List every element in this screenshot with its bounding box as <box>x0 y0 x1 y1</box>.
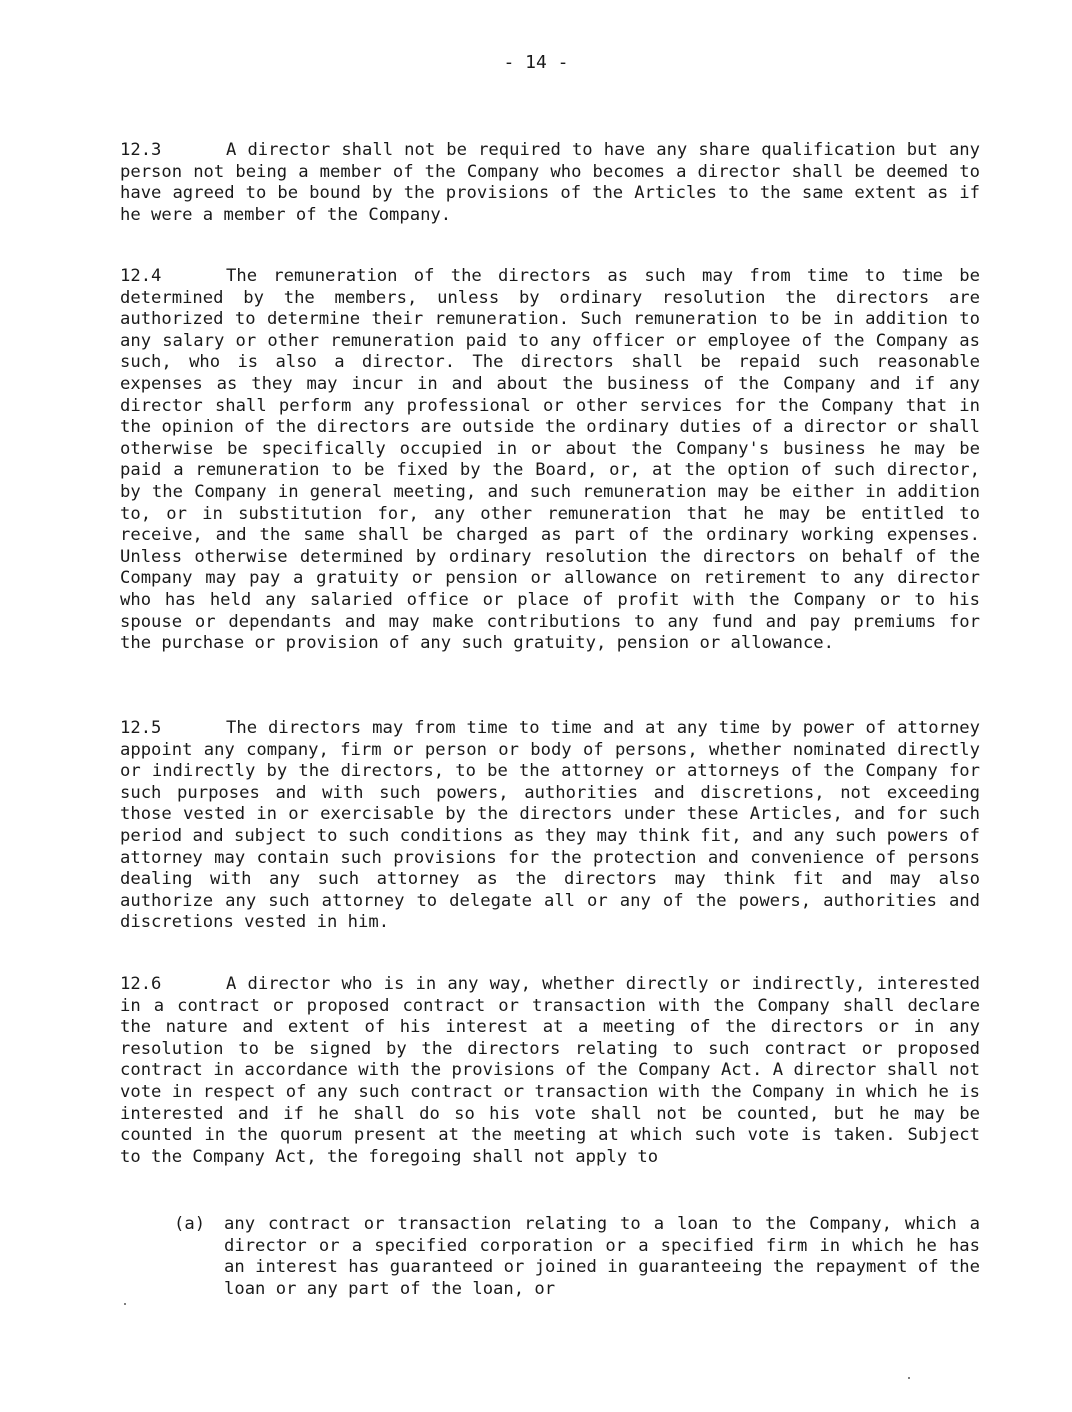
clause-number: 12.4 <box>120 266 162 286</box>
clause-number: 12.3 <box>120 140 162 160</box>
clause-number: 12.6 <box>120 974 162 994</box>
clause-text: The directors may from time to time and at any time by power of attorney appoint any company, firm or person or body of persons, whether nominated directly or indirectly by the directors, to be the attorney or attorneys of the Company for such purposes and with such powers, authorities and discretions, not exceeding those vested in or exercisable by the directors under these Articles, and for such period and subject to such conditions as they may think fit, and any such powers of attorney may contain such provisions for the protection and convenience of persons dealing with any such attorney as the directors may think fit and may also authorize any such attorney to delegate all or any of the powers, authorities and discretions vested in him. <box>120 718 980 933</box>
clause-12-5 <box>120 718 980 934</box>
scan-speck <box>124 1303 126 1305</box>
sub-item-label: (a) <box>174 1214 206 1234</box>
clause-number: 12.5 <box>120 718 162 738</box>
clause-12-4 <box>120 266 980 655</box>
sub-item-a <box>174 1214 980 1300</box>
clause-12-3 <box>120 140 980 226</box>
scan-speck <box>908 1377 910 1379</box>
page-number: - 14 - <box>503 52 569 73</box>
clause-text: A director who is in any way, whether directly or indirectly, interested in a contract or proposed contract or transaction with the Company shall declare the nature and extent of his interest at a meeting of the directors or in any resolution to be signed by the directors relating to such contract or proposed contract in accordance with the provisions of the Company Act. A director shall not vote in respect of any such contract or transaction with the Company in which he is interested and if he shall do so his vote shall not be counted, but he may be counted in the quorum present at the meeting at which such vote is taken. Subject to the Company Act, the foregoing shall not apply to <box>120 974 980 1167</box>
clause-text: A director shall not be required to have any share qualification but any person not being a member of the Company who becomes a director shall be deemed to have agreed to be bound by the provisions of the Articles to the same extent as if he were a member of the Company. <box>120 140 980 225</box>
sub-item-text: any contract or transaction relating to a loan to the Company, which a director or a specified corporation or a specified firm in which he has an interest has guaranteed or joined in guaranteeing the repayment of the loan or any part of the loan, or <box>224 1214 980 1299</box>
clause-12-6 <box>120 974 980 1168</box>
clause-text: The remuneration of the directors as such may from time to time be determined by the members, unless by ordinary resolution the directors are authorized to determine their remuneration. Such remuneration to be in addition to any salary or other remuneration paid to any officer or employee of the Company as such, who is also a director. The directors shall be repaid such reasonable expenses as they may incur in and about the business of the Company and if any director shall perform any professional or other services for the Company that in the opinion of the directors are outside the ordinary duties of a director or shall otherwise be specifically occupied in or about the Company's business he may be paid a remuneration to be fixed by the Board, or, at the option of such director, by the Company in general meeting, and such remuneration may be either in addition to, or in substitution for, any other remuneration that he may be entitled to receive, and the same shall be charged as part of the ordinary working expenses. Unless otherwise determined by ordinary resolution the directors on behalf of the Company may pay a gratuity or pension or allowance on retirement to any director who has held any salaried office or place of profit with the Company or to his spouse or dependants and may make contributions to any fund and pay premiums for the purchase or provision of any such gratuity, pension or allowance. <box>120 266 980 654</box>
